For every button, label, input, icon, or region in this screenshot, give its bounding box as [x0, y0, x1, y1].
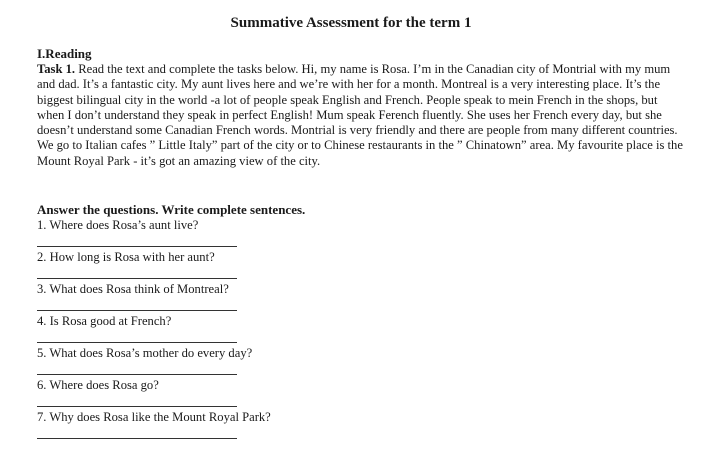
section-heading: I.Reading [37, 46, 92, 61]
task-label: Task 1. [37, 62, 76, 76]
answer-line-3[interactable] [37, 310, 237, 311]
question-7: 7. Why does Rosa like the Mount Royal Park? [37, 410, 271, 424]
task-text: Read the text and complete the tasks below. Hi, my name is Rosa. I’m in the Canadian city of Montrial with my mum and dad. It’s a fantastic city. My aunt lives here and we’re with her for a month. Montreal is a very interesting place. It’s the biggest bilingual city in the world -a lot of people speak English and French. People speak to mein French in the shops, but when I don’t understand they speak in perfect English! Mum speak Ferench fluently. She uses her French every day, but she doesn’t understand some Canadian French words. Montrial is very friendly and there are people from many different countries. We go to Italian cafes ” Little Italy” part of the city or to Chinese restaurants in the ” Chinatown” area. My favourite place is the Mount Royal Park - it’s got an amazing view of the city. [37, 62, 683, 168]
answer-line-2[interactable] [37, 278, 237, 279]
answer-line-4[interactable] [37, 342, 237, 343]
question-5: 5. What does Rosa’s mother do every day? [37, 346, 253, 360]
answer-line-5[interactable] [37, 374, 237, 375]
questions-heading: Answer the questions. Write complete sentences. [37, 202, 306, 217]
question-1: 1. Where does Rosa’s aunt live? [37, 218, 199, 232]
question-3: 3. What does Rosa think of Montreal? [37, 282, 229, 296]
task-paragraph [37, 62, 687, 169]
question-4: 4. Is Rosa good at French? [37, 314, 172, 328]
question-2: 2. How long is Rosa with her aunt? [37, 250, 215, 264]
question-6: 6. Where does Rosa go? [37, 378, 159, 392]
answer-line-1[interactable] [37, 246, 237, 247]
answer-line-7[interactable] [37, 438, 237, 439]
answer-line-6[interactable] [37, 406, 237, 407]
document-title: Summative Assessment for the term 1 [230, 15, 472, 31]
